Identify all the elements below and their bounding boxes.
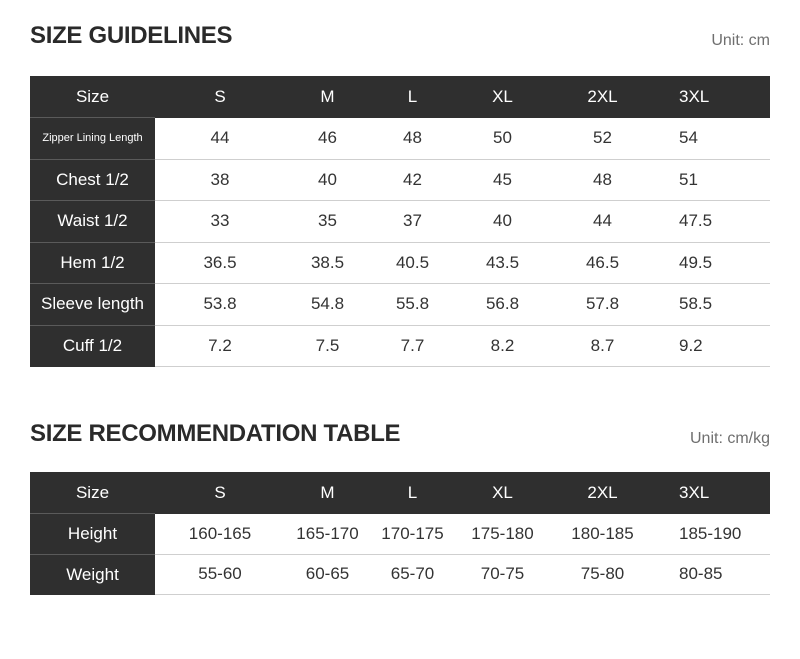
column-header: M bbox=[320, 482, 335, 502]
row-label: Hem 1/2 bbox=[30, 242, 155, 284]
column-header: L bbox=[407, 482, 418, 502]
table-cell: 54.8 bbox=[285, 284, 370, 326]
section-title: SIZE RECOMMENDATION TABLE bbox=[30, 420, 401, 447]
column-header: S bbox=[214, 482, 226, 502]
table-cell: 42 bbox=[370, 159, 455, 201]
size-guidelines-table bbox=[30, 76, 770, 367]
column-header: 3XL bbox=[679, 482, 710, 502]
column-header: 2XL bbox=[587, 482, 618, 502]
table-cell: 47.5 bbox=[655, 201, 770, 243]
unit-label: Unit: cm bbox=[711, 32, 770, 49]
table-cell: 46 bbox=[285, 118, 370, 160]
table-cell: 45 bbox=[455, 159, 550, 201]
table-header-row bbox=[30, 472, 770, 514]
column-header: L bbox=[407, 86, 418, 106]
table-cell: 54 bbox=[655, 118, 770, 160]
table-cell: 40.5 bbox=[370, 242, 455, 284]
row-label: Height bbox=[30, 514, 155, 555]
column-header: XL bbox=[492, 86, 513, 106]
row-label: Waist 1/2 bbox=[30, 201, 155, 243]
size-guidelines-section bbox=[30, 22, 770, 367]
table-cell: 65-70 bbox=[370, 554, 455, 595]
table-row bbox=[30, 514, 770, 555]
table-cell: 56.8 bbox=[455, 284, 550, 326]
table-cell: 8.7 bbox=[550, 325, 655, 367]
table-row bbox=[30, 284, 770, 326]
table-row bbox=[30, 325, 770, 367]
table-cell: 40 bbox=[285, 159, 370, 201]
column-header: 3XL bbox=[679, 86, 710, 106]
table-cell: 49.5 bbox=[655, 242, 770, 284]
table-cell: 7.2 bbox=[155, 325, 285, 367]
table-cell: 8.2 bbox=[455, 325, 550, 367]
table-cell: 43.5 bbox=[455, 242, 550, 284]
column-header: XL bbox=[492, 482, 513, 502]
column-header: S bbox=[214, 86, 226, 106]
table-cell: 46.5 bbox=[550, 242, 655, 284]
table-cell: 48 bbox=[370, 118, 455, 160]
table-cell: 37 bbox=[370, 201, 455, 243]
table-cell: 75-80 bbox=[550, 554, 655, 595]
section-header bbox=[30, 22, 770, 56]
row-label: Sleeve length bbox=[30, 284, 155, 326]
unit-label: Unit: cm/kg bbox=[689, 430, 770, 447]
table-cell: 44 bbox=[550, 201, 655, 243]
column-header: Size bbox=[75, 86, 110, 106]
table-cell: 35 bbox=[285, 201, 370, 243]
table-row bbox=[30, 118, 770, 160]
table-cell: 40 bbox=[455, 201, 550, 243]
section-title: SIZE GUIDELINES bbox=[30, 22, 233, 49]
column-header: 2XL bbox=[587, 86, 618, 106]
table-cell: 48 bbox=[550, 159, 655, 201]
table-cell: 50 bbox=[455, 118, 550, 160]
column-header: Size bbox=[75, 482, 110, 502]
table-cell: 170-175 bbox=[370, 514, 455, 555]
table-cell: 55-60 bbox=[155, 554, 285, 595]
size-recommendation-section bbox=[30, 420, 770, 595]
table-cell: 180-185 bbox=[550, 514, 655, 555]
table-cell: 51 bbox=[655, 159, 770, 201]
row-label: Chest 1/2 bbox=[30, 159, 155, 201]
table-cell: 55.8 bbox=[370, 284, 455, 326]
size-recommendation-table bbox=[30, 472, 770, 595]
table-row bbox=[30, 159, 770, 201]
table-cell: 80-85 bbox=[655, 554, 770, 595]
table-row bbox=[30, 242, 770, 284]
row-label: Cuff 1/2 bbox=[30, 325, 155, 367]
table-cell: 38.5 bbox=[285, 242, 370, 284]
column-header: M bbox=[320, 86, 335, 106]
row-label: Zipper Lining Length bbox=[30, 118, 155, 160]
table-cell: 33 bbox=[155, 201, 285, 243]
table-cell: 58.5 bbox=[655, 284, 770, 326]
table-cell: 38 bbox=[155, 159, 285, 201]
table-cell: 7.5 bbox=[285, 325, 370, 367]
table-cell: 70-75 bbox=[455, 554, 550, 595]
table-cell: 160-165 bbox=[155, 514, 285, 555]
table-cell: 57.8 bbox=[550, 284, 655, 326]
table-row bbox=[30, 554, 770, 595]
table-row bbox=[30, 201, 770, 243]
table-cell: 60-65 bbox=[285, 554, 370, 595]
row-label: Weight bbox=[30, 554, 155, 595]
table-header-row bbox=[30, 76, 770, 118]
section-header bbox=[30, 420, 770, 454]
table-cell: 53.8 bbox=[155, 284, 285, 326]
table-cell: 36.5 bbox=[155, 242, 285, 284]
table-cell: 52 bbox=[550, 118, 655, 160]
table-cell: 7.7 bbox=[370, 325, 455, 367]
table-cell: 165-170 bbox=[285, 514, 370, 555]
table-cell: 185-190 bbox=[655, 514, 770, 555]
table-cell: 44 bbox=[155, 118, 285, 160]
table-cell: 175-180 bbox=[455, 514, 550, 555]
table-cell: 9.2 bbox=[655, 325, 770, 367]
